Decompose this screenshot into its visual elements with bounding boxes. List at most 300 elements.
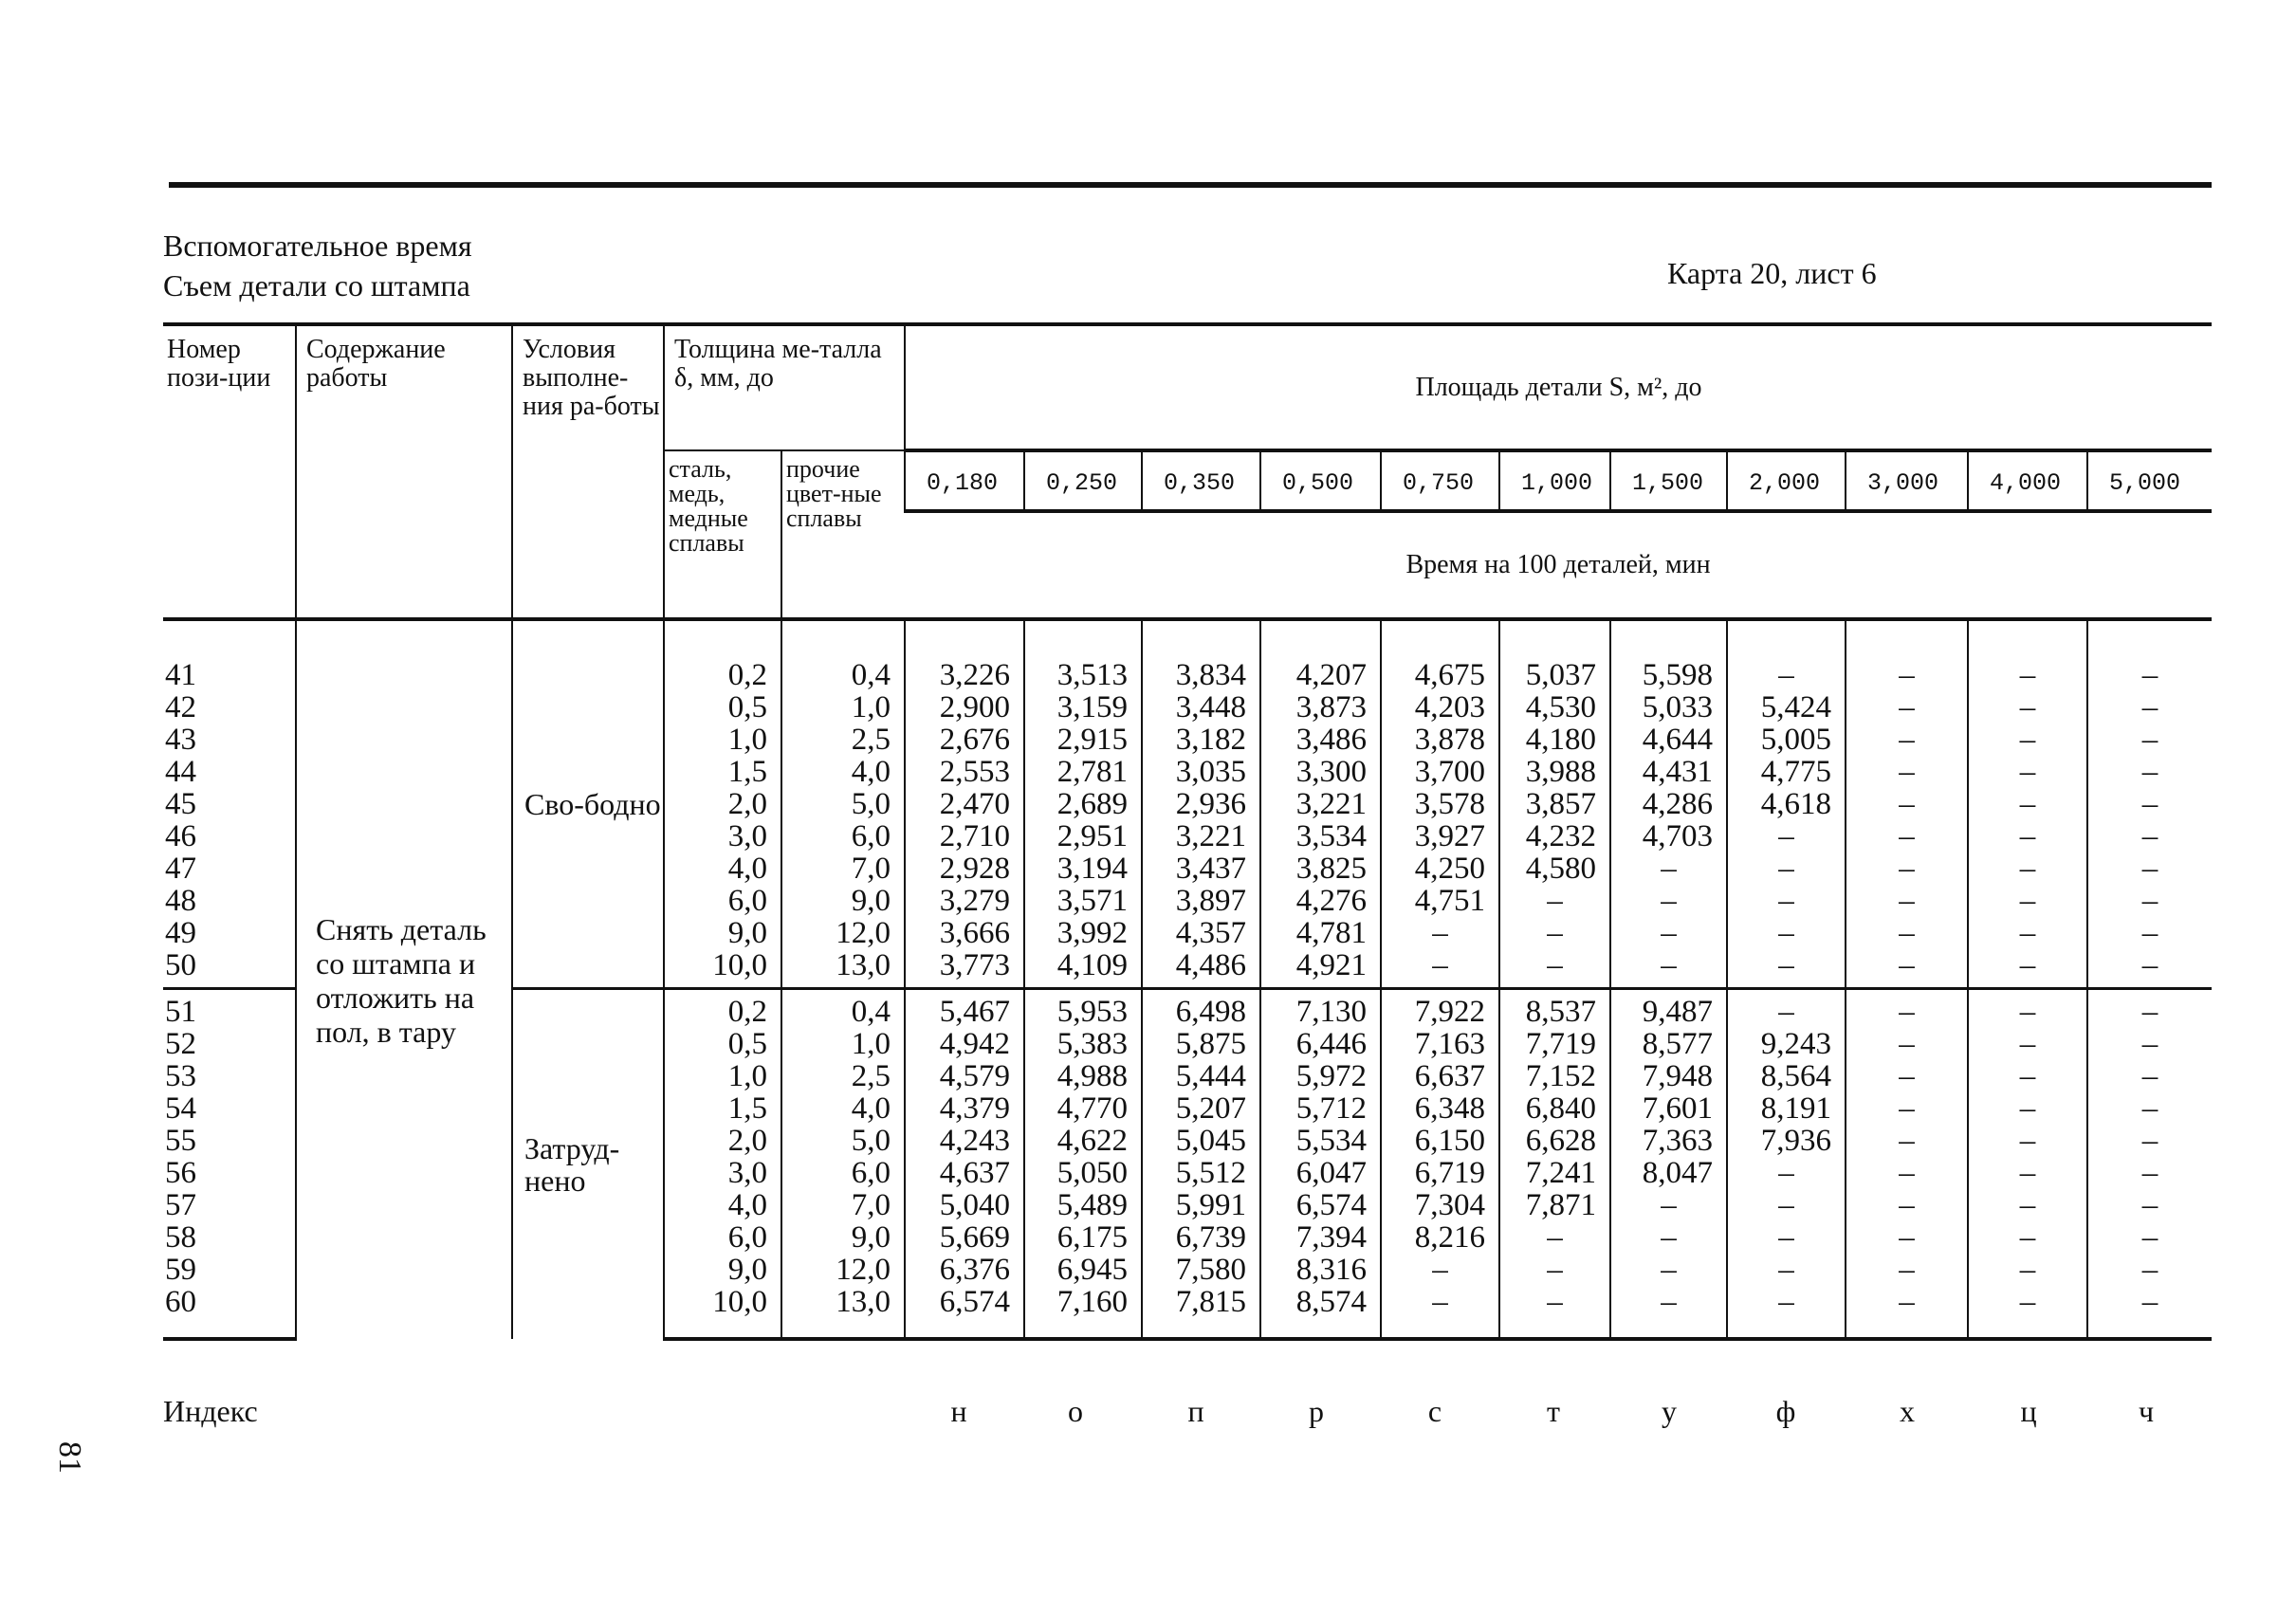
time-value: – (1846, 691, 1968, 724)
time-value: 2,689 (1024, 788, 1142, 820)
time-value: 3,897 (1142, 885, 1260, 917)
time-value: – (2087, 949, 2212, 989)
time-value: 5,050 (1024, 1157, 1142, 1189)
col-header-conditions: Условия выполне-ния ра-боты (512, 324, 664, 619)
time-value: 4,250 (1381, 852, 1499, 885)
time-value: – (1727, 820, 1846, 852)
time-value: 4,579 (905, 1060, 1024, 1092)
time-value: 5,489 (1024, 1189, 1142, 1221)
time-value: 8,047 (1610, 1157, 1727, 1189)
time-value: 3,279 (905, 885, 1024, 917)
size-1: 0,250 (1024, 450, 1142, 511)
position-number: 41 (165, 658, 196, 692)
time-value: 2,928 (905, 852, 1024, 885)
position-number: 45 (165, 787, 196, 821)
time-value: 4,580 (1499, 852, 1610, 885)
time-value: 4,357 (1142, 917, 1260, 949)
time-value: 5,953 (1024, 989, 1142, 1029)
thickness-steel: 10,0 (664, 1286, 781, 1339)
time-value: – (2087, 989, 2212, 1029)
time-value: 4,431 (1610, 756, 1727, 788)
time-value: – (2087, 1060, 2212, 1092)
thickness-steel: 1,5 (664, 756, 781, 788)
time-value: 4,618 (1727, 788, 1846, 820)
thickness-other: 7,0 (781, 852, 905, 885)
time-value: 4,486 (1142, 949, 1260, 989)
thickness-other: 2,5 (781, 1060, 905, 1092)
index-letter: ч (2138, 1394, 2155, 1428)
index-letter: у (1662, 1394, 1677, 1428)
time-value: – (1968, 885, 2087, 917)
time-value: – (1727, 1221, 1846, 1254)
time-value: 6,175 (1024, 1221, 1142, 1254)
time-value: – (1610, 949, 1727, 989)
time-value: – (1610, 1221, 1727, 1254)
time-value: – (2087, 756, 2212, 788)
time-value: – (1968, 691, 2087, 724)
time-value: – (2087, 788, 2212, 820)
time-value: – (1968, 1060, 2087, 1092)
time-value: 8,191 (1727, 1092, 1846, 1125)
time-value: – (2087, 1189, 2212, 1221)
time-value: 3,182 (1142, 724, 1260, 756)
size-0: 0,180 (905, 450, 1024, 511)
position-number: 51 (163, 989, 296, 1029)
index-letter: ф (1775, 1394, 1796, 1428)
size-10: 5,000 (2087, 450, 2212, 511)
time-value: – (1610, 1254, 1727, 1286)
time-value: 3,159 (1024, 691, 1142, 724)
time-value: – (1499, 1221, 1610, 1254)
thickness-steel: 2,0 (664, 788, 781, 820)
time-value: – (1968, 619, 2087, 691)
time-value: 6,150 (1381, 1125, 1499, 1157)
time-value: 7,163 (1381, 1028, 1499, 1060)
time-value: 3,578 (1381, 788, 1499, 820)
time-value: 7,719 (1499, 1028, 1610, 1060)
position-number: 58 (165, 1220, 196, 1255)
time-value: 4,675 (1381, 619, 1499, 691)
time-value: – (1727, 917, 1846, 949)
time-value: 5,598 (1610, 619, 1727, 691)
time-value: 4,203 (1381, 691, 1499, 724)
time-value: 6,446 (1260, 1028, 1381, 1060)
thickness-steel: 1,0 (664, 1060, 781, 1092)
time-value: 3,988 (1499, 756, 1610, 788)
time-value: 6,348 (1381, 1092, 1499, 1125)
index-letter: п (1187, 1394, 1204, 1428)
time-value: 3,194 (1024, 852, 1142, 885)
time-value: 5,424 (1727, 691, 1846, 724)
time-value: – (1727, 949, 1846, 989)
time-value: 5,383 (1024, 1028, 1142, 1060)
position-number: 60 (163, 1286, 296, 1339)
time-value: 3,700 (1381, 756, 1499, 788)
time-value: 6,047 (1260, 1157, 1381, 1189)
index-letter: р (1309, 1394, 1324, 1428)
time-value: – (2087, 885, 2212, 917)
time-value: 9,243 (1727, 1028, 1846, 1060)
time-value: – (1846, 1254, 1968, 1286)
thickness-other: 4,0 (781, 1092, 905, 1125)
time-value: 7,601 (1610, 1092, 1727, 1125)
time-value: – (1610, 885, 1727, 917)
time-value: – (2087, 1092, 2212, 1125)
time-value: 5,512 (1142, 1157, 1260, 1189)
time-value: – (1968, 1221, 2087, 1254)
time-value: 4,232 (1499, 820, 1610, 852)
time-value: – (1968, 756, 2087, 788)
time-value: – (1846, 917, 1968, 949)
time-value: – (1727, 1254, 1846, 1286)
size-2: 0,350 (1142, 450, 1260, 511)
thickness-steel: 0,5 (664, 691, 781, 724)
time-value: 4,637 (905, 1157, 1024, 1189)
time-value: 3,857 (1499, 788, 1610, 820)
time-value: 5,875 (1142, 1028, 1260, 1060)
thickness-other: 7,0 (781, 1189, 905, 1221)
time-value: – (1968, 852, 2087, 885)
time-value: 4,207 (1260, 619, 1381, 691)
time-value: 2,936 (1142, 788, 1260, 820)
time-value: 2,900 (905, 691, 1024, 724)
time-value: – (1968, 1125, 2087, 1157)
time-value: 4,775 (1727, 756, 1846, 788)
position-number: 50 (165, 948, 196, 982)
thickness-steel: 1,5 (664, 1092, 781, 1125)
thickness-other: 6,0 (781, 820, 905, 852)
time-value: 5,045 (1142, 1125, 1260, 1157)
time-value: – (1381, 949, 1499, 989)
time-value: – (1610, 917, 1727, 949)
time-value: – (2087, 1254, 2212, 1286)
thickness-other: 5,0 (781, 788, 905, 820)
title-line-1: Вспомогательное время (163, 229, 472, 263)
time-value: – (1727, 1189, 1846, 1221)
time-value: – (1846, 1060, 1968, 1092)
index-letter: о (1068, 1394, 1083, 1428)
time-value: 5,712 (1260, 1092, 1381, 1125)
page-number: 81 (52, 1441, 87, 1474)
time-value: – (1846, 1189, 1968, 1221)
time-value: – (1846, 949, 1968, 989)
position-number: 49 (165, 916, 196, 950)
position-number: 59 (165, 1253, 196, 1287)
index-letter: т (1547, 1394, 1560, 1428)
position-number: 54 (165, 1091, 196, 1126)
time-value: 6,719 (1381, 1157, 1499, 1189)
time-value: 5,033 (1610, 691, 1727, 724)
time-value: 5,040 (905, 1189, 1024, 1221)
work-condition: Сво-бодно (512, 619, 664, 989)
time-value: – (1846, 1092, 1968, 1125)
time-value: 5,972 (1260, 1060, 1381, 1092)
thickness-other: 5,0 (781, 1125, 905, 1157)
thickness-steel: 0,2 (664, 619, 781, 691)
thickness-other: 4,0 (781, 756, 905, 788)
thickness-steel: 9,0 (664, 917, 781, 949)
time-value: 4,751 (1381, 885, 1499, 917)
time-value: – (2087, 1157, 2212, 1189)
position-number: 43 (165, 723, 196, 757)
col-header-position: Номер пози-ции (163, 324, 296, 619)
size-9: 4,000 (1968, 450, 2087, 511)
time-value: 2,710 (905, 820, 1024, 852)
time-value: 6,376 (905, 1254, 1024, 1286)
size-4: 0,750 (1381, 450, 1499, 511)
time-value: 6,739 (1142, 1221, 1260, 1254)
time-value: 5,037 (1499, 619, 1610, 691)
time-value: – (1727, 852, 1846, 885)
time-value: 6,840 (1499, 1092, 1610, 1125)
time-value: 4,276 (1260, 885, 1381, 917)
col-header-other: прочие цвет-ные сплавы (781, 450, 905, 619)
time-value: – (1968, 1254, 2087, 1286)
time-value: 7,130 (1260, 989, 1381, 1029)
time-value: 4,921 (1260, 949, 1381, 989)
time-value: 7,936 (1727, 1125, 1846, 1157)
time-value: 6,637 (1381, 1060, 1499, 1092)
time-value: 6,574 (1260, 1189, 1381, 1221)
thickness-steel: 4,0 (664, 1189, 781, 1221)
time-value: – (1499, 1254, 1610, 1286)
time-value: 4,644 (1610, 724, 1727, 756)
time-value: 9,487 (1610, 989, 1727, 1029)
time-value: 6,498 (1142, 989, 1260, 1029)
time-value: 3,300 (1260, 756, 1381, 788)
time-value: – (1381, 1286, 1499, 1339)
time-value: 3,825 (1260, 852, 1381, 885)
thickness-steel: 0,5 (664, 1028, 781, 1060)
time-value: – (1846, 724, 1968, 756)
time-value: 6,628 (1499, 1125, 1610, 1157)
position-number: 52 (165, 1027, 196, 1061)
time-value: – (1846, 756, 1968, 788)
time-value: 6,945 (1024, 1254, 1142, 1286)
time-value: 7,160 (1024, 1286, 1142, 1339)
time-value: – (1846, 619, 1968, 691)
time-value: 7,152 (1499, 1060, 1610, 1092)
position-number: 55 (165, 1124, 196, 1158)
time-value: 7,304 (1381, 1189, 1499, 1221)
time-value: 3,513 (1024, 619, 1142, 691)
work-condition: Затруд-нено (512, 989, 664, 1340)
time-value: – (1610, 1189, 1727, 1221)
index-letter: с (1427, 1394, 1442, 1428)
time-value: – (1727, 619, 1846, 691)
time-value: – (1968, 1028, 2087, 1060)
thickness-steel: 0,2 (664, 989, 781, 1029)
time-value: – (1727, 1157, 1846, 1189)
time-value: – (1846, 1157, 1968, 1189)
time-value: – (2087, 820, 2212, 852)
time-value: 2,676 (905, 724, 1024, 756)
time-value: – (2087, 917, 2212, 949)
time-value: 3,221 (1142, 820, 1260, 852)
thickness-other: 13,0 (781, 949, 905, 989)
time-value: 7,241 (1499, 1157, 1610, 1189)
time-value: 5,005 (1727, 724, 1846, 756)
thickness-other: 13,0 (781, 1286, 905, 1339)
time-value: – (1727, 1286, 1846, 1339)
thickness-steel: 2,0 (664, 1125, 781, 1157)
thickness-other: 12,0 (781, 1254, 905, 1286)
time-value: – (1846, 788, 1968, 820)
time-value: 5,467 (905, 989, 1024, 1029)
col-header-thickness: Толщина ме-талла δ, мм, до (664, 324, 905, 450)
size-5: 1,000 (1499, 450, 1610, 511)
col-header-area: Площадь детали S, м², до (905, 324, 2212, 450)
position-number: 47 (165, 852, 196, 886)
thickness-steel: 10,0 (664, 949, 781, 989)
time-value: – (1968, 1189, 2087, 1221)
time-value: 4,942 (905, 1028, 1024, 1060)
thickness-other: 1,0 (781, 691, 905, 724)
index-row (0, 1394, 2296, 1441)
thickness-steel: 4,0 (664, 852, 781, 885)
work-description: Снять деталь со штампа и отложить на пол, в тару (296, 619, 512, 1339)
thickness-steel: 9,0 (664, 1254, 781, 1286)
time-value: – (2087, 1125, 2212, 1157)
time-value: 5,207 (1142, 1092, 1260, 1125)
time-value: 4,286 (1610, 788, 1727, 820)
time-value: 8,216 (1381, 1221, 1499, 1254)
col-header-time: Время на 100 деталей, мин (905, 511, 2212, 619)
time-value: – (1968, 724, 2087, 756)
time-value: – (1846, 852, 1968, 885)
position-number: 56 (165, 1156, 196, 1190)
time-value: 4,180 (1499, 724, 1610, 756)
norm-table (163, 322, 2212, 1341)
time-value: – (1381, 1254, 1499, 1286)
time-value: – (1968, 917, 2087, 949)
time-value: – (2087, 1221, 2212, 1254)
time-value: 5,991 (1142, 1189, 1260, 1221)
index-label: Индекс (163, 1394, 258, 1428)
time-value: – (1499, 917, 1610, 949)
time-value: 3,773 (905, 949, 1024, 989)
time-value: 3,927 (1381, 820, 1499, 852)
card-label: Карта 20, лист 6 (1667, 256, 1877, 290)
time-value: – (2087, 691, 2212, 724)
thickness-other: 2,5 (781, 724, 905, 756)
size-8: 3,000 (1846, 450, 1968, 511)
size-7: 2,000 (1727, 450, 1846, 511)
time-value: 4,703 (1610, 820, 1727, 852)
time-value: 5,444 (1142, 1060, 1260, 1092)
time-value: 4,530 (1499, 691, 1610, 724)
time-value: 3,448 (1142, 691, 1260, 724)
time-value: 3,873 (1260, 691, 1381, 724)
time-value: 4,622 (1024, 1125, 1142, 1157)
thickness-other: 9,0 (781, 885, 905, 917)
position-number: 57 (165, 1188, 196, 1222)
document-title (163, 226, 472, 305)
time-value: 7,922 (1381, 989, 1499, 1029)
thickness-other: 1,0 (781, 1028, 905, 1060)
time-value: 8,316 (1260, 1254, 1381, 1286)
time-value: 8,574 (1260, 1286, 1381, 1339)
time-value: 5,669 (905, 1221, 1024, 1254)
col-header-steel: сталь, медь, медные сплавы (664, 450, 781, 619)
time-value: – (1968, 949, 2087, 989)
time-value: 8,537 (1499, 989, 1610, 1029)
time-value: – (2087, 619, 2212, 691)
time-value: 2,951 (1024, 820, 1142, 852)
time-value: 4,781 (1260, 917, 1381, 949)
time-value: 2,781 (1024, 756, 1142, 788)
size-6: 1,500 (1610, 450, 1727, 511)
time-value: – (1968, 820, 2087, 852)
time-value: – (1968, 989, 2087, 1029)
time-value: 3,834 (1142, 619, 1260, 691)
time-value: 2,553 (905, 756, 1024, 788)
time-value: 7,948 (1610, 1060, 1727, 1092)
position-number: 42 (165, 690, 196, 724)
thickness-steel: 3,0 (664, 820, 781, 852)
time-value: 4,243 (905, 1125, 1024, 1157)
time-value: 3,534 (1260, 820, 1381, 852)
time-value: 3,571 (1024, 885, 1142, 917)
time-value: 8,577 (1610, 1028, 1727, 1060)
thickness-steel: 3,0 (664, 1157, 781, 1189)
size-3: 0,500 (1260, 450, 1381, 511)
time-value: 3,035 (1142, 756, 1260, 788)
time-value: 6,574 (905, 1286, 1024, 1339)
thickness-steel: 1,0 (664, 724, 781, 756)
table-row (163, 619, 2212, 691)
index-letter: ц (2020, 1394, 2037, 1428)
time-value: – (1846, 1125, 1968, 1157)
time-value: 8,564 (1727, 1060, 1846, 1092)
index-letter: х (1900, 1394, 1915, 1428)
thickness-other: 6,0 (781, 1157, 905, 1189)
time-value: – (2087, 724, 2212, 756)
position-number: 48 (165, 884, 196, 918)
time-value: 3,226 (905, 619, 1024, 691)
time-value: – (1727, 885, 1846, 917)
time-value: 5,534 (1260, 1125, 1381, 1157)
position-number: 44 (165, 755, 196, 789)
thickness-other: 0,4 (781, 619, 905, 691)
thickness-other: 0,4 (781, 989, 905, 1029)
position-number: 53 (165, 1059, 196, 1093)
time-value: – (1846, 1221, 1968, 1254)
thickness-steel: 6,0 (664, 885, 781, 917)
time-value: – (2087, 1286, 2212, 1339)
time-value: – (1846, 1028, 1968, 1060)
time-value: 4,109 (1024, 949, 1142, 989)
index-letter: н (950, 1394, 967, 1428)
thickness-other: 9,0 (781, 1221, 905, 1254)
time-value: – (1499, 1286, 1610, 1339)
time-value: 7,580 (1142, 1254, 1260, 1286)
time-value: – (1846, 885, 1968, 917)
time-value: – (1610, 1286, 1727, 1339)
time-value: 7,363 (1610, 1125, 1727, 1157)
title-line-2: Съем детали со штампа (163, 268, 470, 302)
time-value: 4,988 (1024, 1060, 1142, 1092)
time-value: – (1968, 788, 2087, 820)
time-value: – (1846, 1286, 1968, 1339)
time-value: 7,871 (1499, 1189, 1610, 1221)
time-value: 7,815 (1142, 1286, 1260, 1339)
time-value: 4,770 (1024, 1092, 1142, 1125)
time-value: – (1968, 1286, 2087, 1339)
time-value: – (1610, 852, 1727, 885)
time-value: – (1968, 1092, 2087, 1125)
time-value: 3,486 (1260, 724, 1381, 756)
